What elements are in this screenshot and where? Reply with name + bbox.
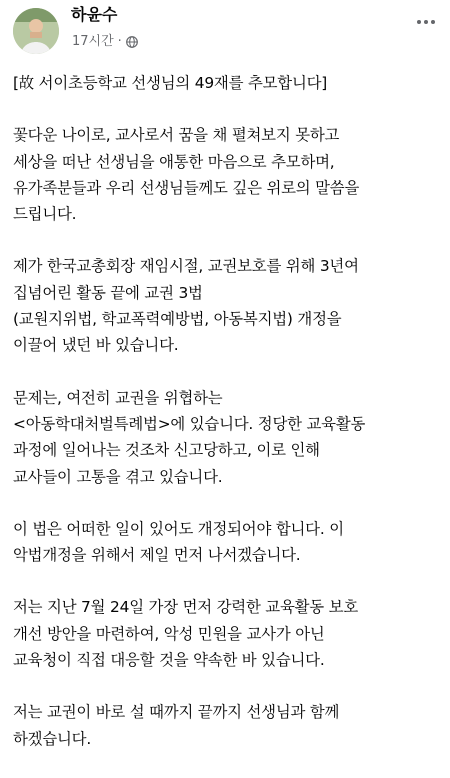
post-text-line: [故 서이초등학교 선생님의 49재를 추모합니다] <box>13 74 328 92</box>
post-paragraph <box>13 594 443 673</box>
post-meta <box>72 33 138 51</box>
post-text-line: <아동학대처벌특례법>에 있습니다. 정당한 교육활동 <box>13 414 366 433</box>
avatar-image <box>13 8 59 54</box>
dot-icon <box>424 20 428 24</box>
post-text-line: 교육청이 직접 대응할 것을 약속한 바 있습니다. <box>13 651 325 670</box>
more-options-button[interactable] <box>414 10 438 34</box>
post-timestamp[interactable]: 17시간 <box>72 34 114 49</box>
author-avatar[interactable] <box>13 8 59 54</box>
post-text-line: 집념어린 활동 끝에 교권 3법 <box>13 283 203 302</box>
post-text-line: 교사들이 고통을 겪고 있습니다. <box>13 467 223 486</box>
post-text-line: (교원지위법, 학교폭력예방법, 아동복지법) 개정을 <box>13 310 342 329</box>
dot-icon <box>417 20 421 24</box>
post-paragraph <box>13 699 443 752</box>
meta-separator: · <box>117 34 122 49</box>
post-text-line: 과정에 일어나는 것조차 신고당하고, 이로 인해 <box>13 441 320 460</box>
post-paragraph <box>13 516 443 569</box>
post-text-line: 이 법은 어떠한 일이 있어도 개정되어야 합니다. 이 <box>13 519 344 538</box>
post-text-line: 유가족분들과 우리 선생님들께도 깊은 위로의 말씀을 <box>13 178 360 197</box>
post-text-line: 세상을 떠난 선생님을 애통한 마음으로 추모하며, <box>13 152 335 171</box>
post-body <box>13 70 443 778</box>
post-paragraph <box>13 70 443 96</box>
post-text-line: 문제는, 여전히 교권을 위협하는 <box>13 388 223 407</box>
post-text-line: 저는 교권이 바로 설 때까지 끝까지 선생님과 함께 <box>13 703 340 722</box>
post-text-line: 꽃다운 나이로, 교사로서 꿈을 채 펼쳐보지 못하고 <box>13 126 340 145</box>
post-paragraph <box>13 253 443 358</box>
post-text-line: 개선 방안을 마련하여, 악성 민원을 교사가 아닌 <box>13 624 325 643</box>
post-paragraph <box>13 122 443 227</box>
dot-icon <box>431 20 435 24</box>
post-text-line: 하겠습니다. <box>13 729 92 748</box>
globe-icon[interactable] <box>126 36 138 48</box>
post-text-line: 악법개정을 위해서 제일 먼저 나서겠습니다. <box>13 546 301 565</box>
post-text-line: 저는 지난 7월 24일 가장 먼저 강력한 교육활동 보호 <box>13 598 358 617</box>
post-paragraph <box>13 385 443 490</box>
post-text-line: 이끌어 냈던 바 있습니다. <box>13 336 179 355</box>
post-text-line: 드립니다. <box>13 205 77 224</box>
post-header <box>0 0 450 64</box>
post-text-line: 제가 한국교총회장 재임시절, 교권보호를 위해 3년여 <box>13 257 359 276</box>
author-name[interactable]: 하윤수 <box>71 5 118 24</box>
